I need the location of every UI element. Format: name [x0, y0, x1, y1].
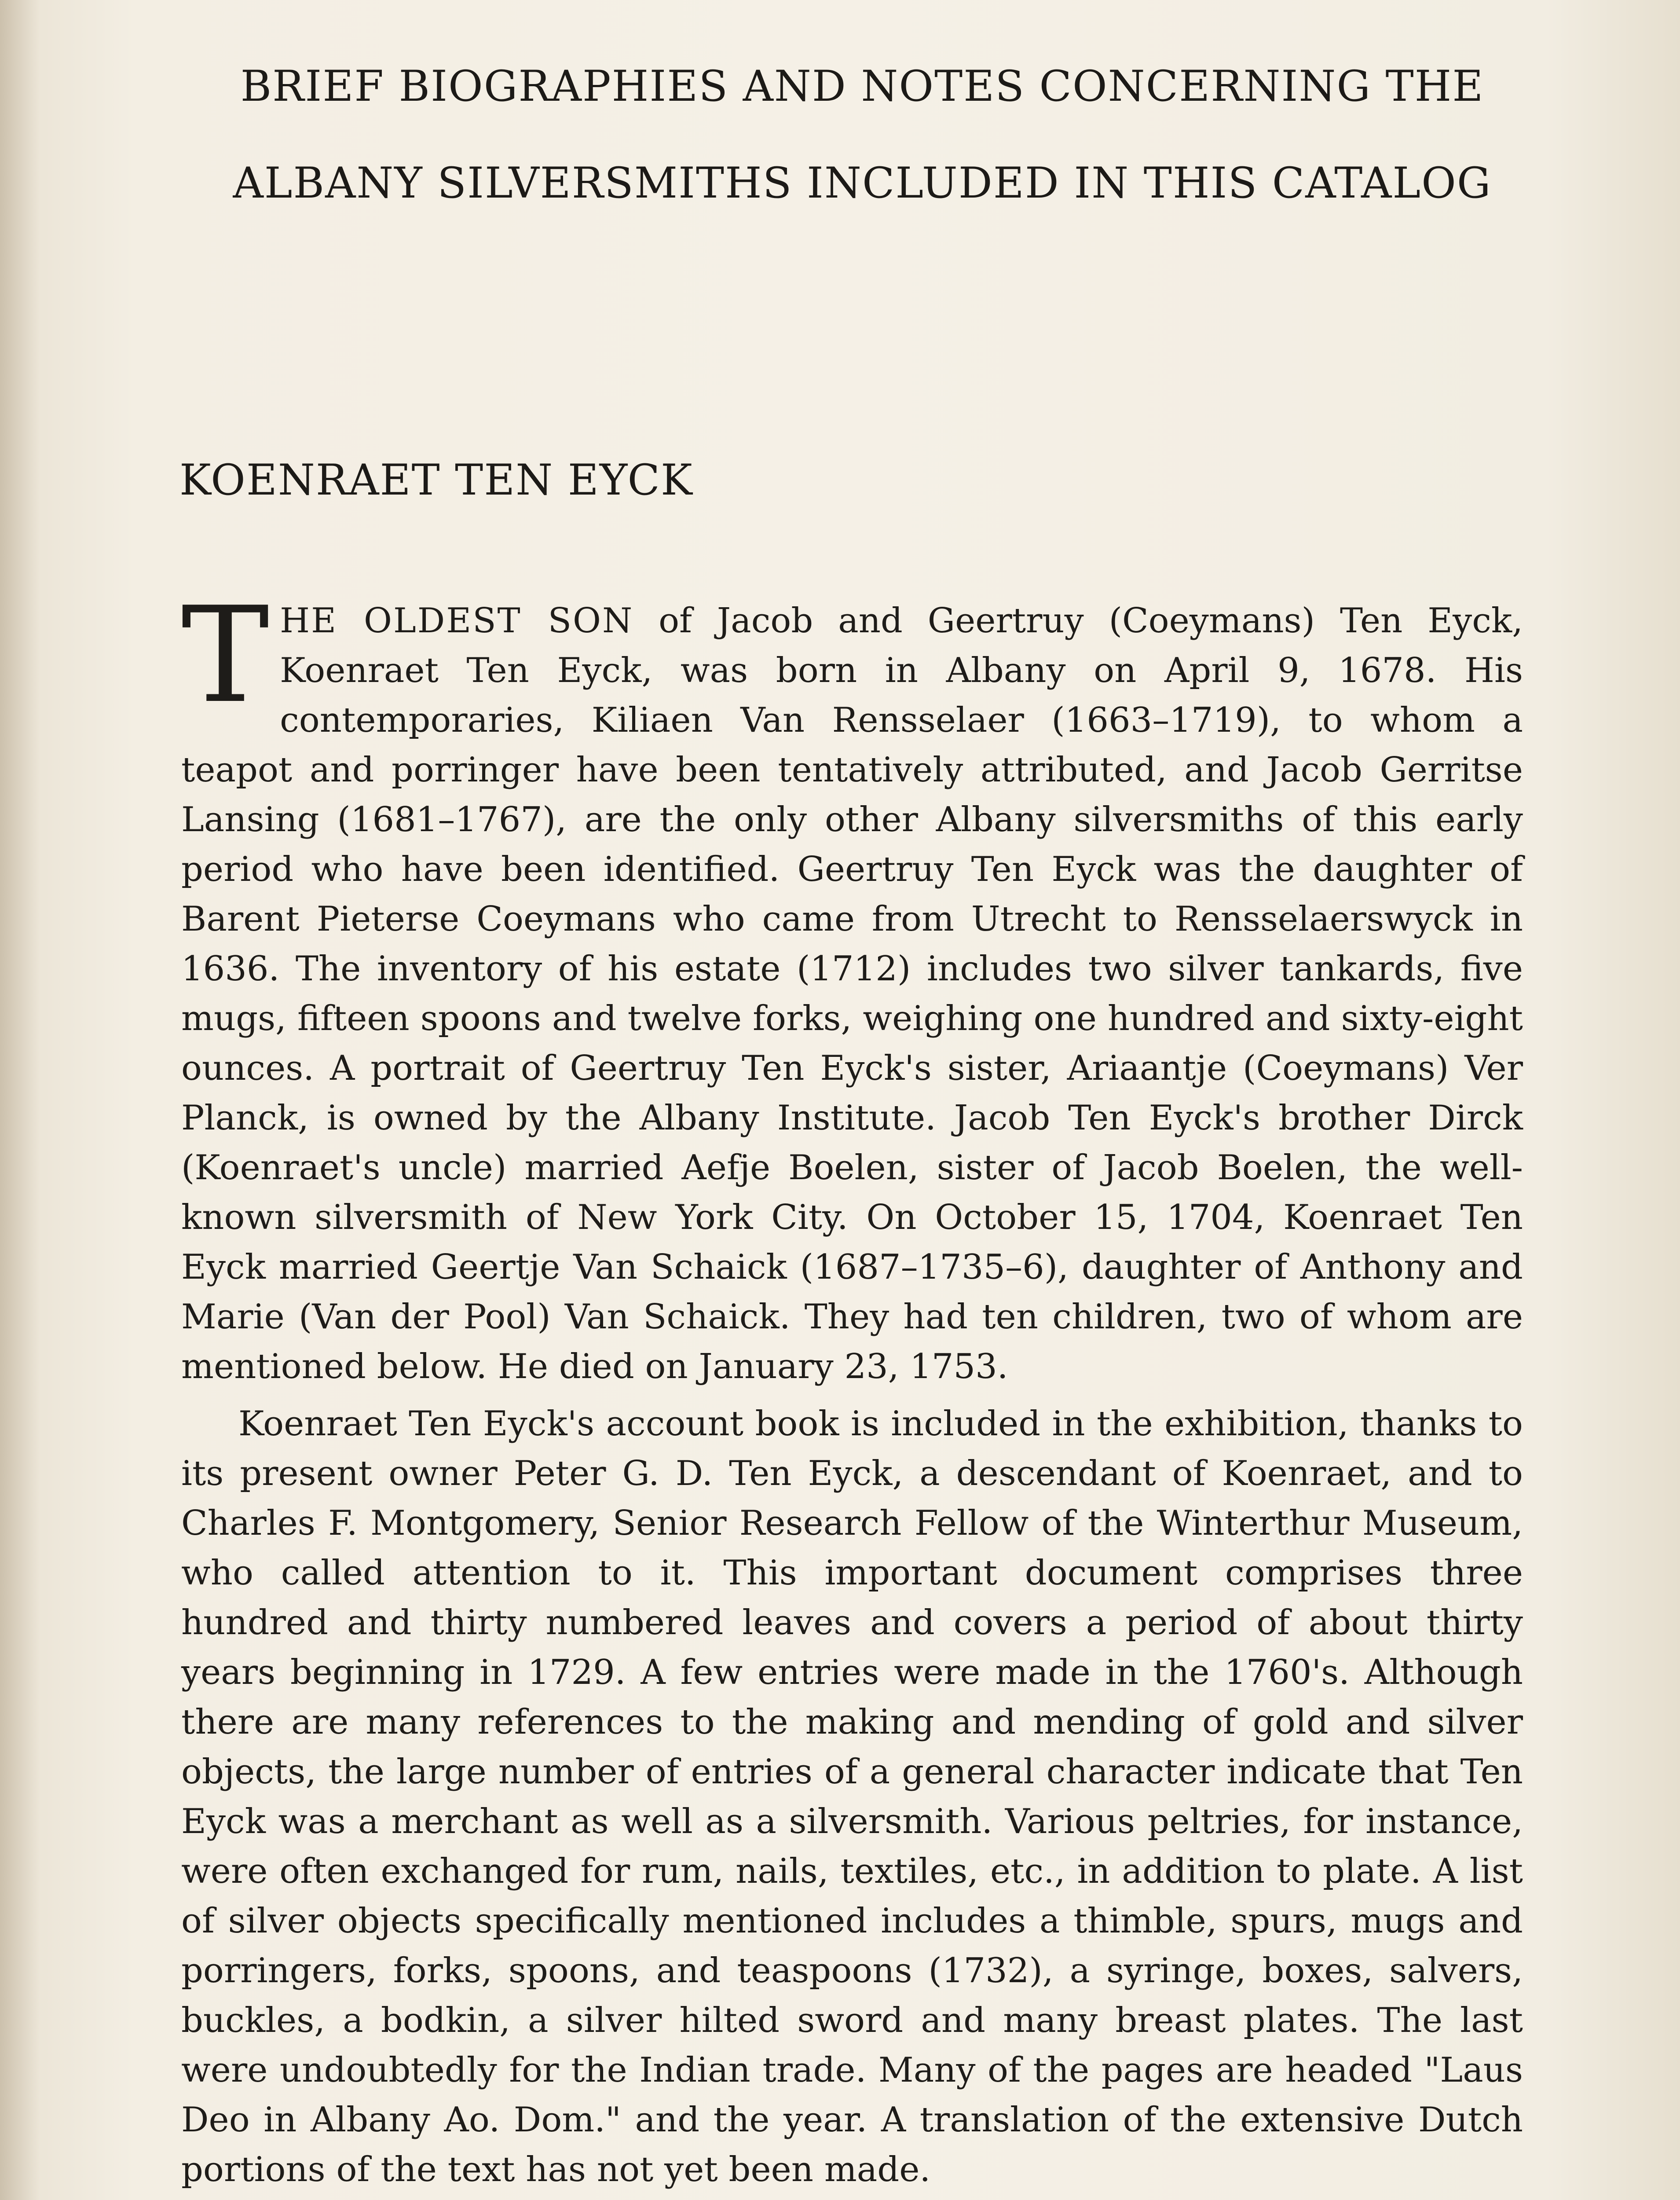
binding-shadow — [0, 0, 40, 2200]
heading-line-2: ALBANY SILVERSMITHS INCLUDED IN THIS CATALOG — [233, 158, 1492, 208]
paragraph-1-text: of Jacob and Geertruy (Coeymans) Ten Eyck, Koenraet Ten Eyck, was born in Albany on April 9, 1678. His contemporaries, Kiliaen Van Rensselaer (1663–1719), to whom a teapot and porringer have been tentatively attributed, and Jacob Gerritse Lansing (1681–1767), are the only other Albany silversmiths of this early period who have been identified. Geertruy Ten Eyck was the daughter of Barent Pieterse Coeymans who came from Utrecht to Rensselaerswyck in 1636. The inventory of his estate (1712) includes two silver tankards, five mugs, fifteen spoons and twelve forks, weighing one hundred and sixty-eight ounces. A portrait of Geertruy Ten Eyck's sister, Ariaantje (Coeymans) Ver Planck, is owned by the Albany Institute. Jacob Ten Eyck's brother Dirck (Koenraet's uncle) married Aefje Boelen, sister of Jacob Boelen, the well-known silversmith of New York City. On October 15, 1704, Koenraet Ten Eyck married Geertje Van Schaick (1687–1735–6), daughter of Anthony and Marie (Van der Pool) Van Schaick. They had ten children, two of whom are mentioned below. He died on January 23, 1753. — [181, 601, 1523, 1386]
paragraph-1 — [181, 579, 1523, 1392]
section-title: KOENRAET TEN EYCK — [179, 455, 693, 505]
paragraph-2: Koenraet Ten Eyck's account book is included in the exhibition, thanks to its present owner Peter G. D. Ten Eyck, a descendant of Koenraet, and to Charles F. Montgomery, Senior Research Fellow of the Winterthur Museum, who called attention to it. This important document comprises three hundred and thirty numbered leaves and covers a period of about thirty years beginning in 1729. A few entries were made in the 1760's. Although there are many references to the making and mending of gold and silver objects, the large number of entries of a general character indicate that Ten Eyck was a merchant as well as a silversmith. Various peltries, for instance, were often exchanged for rum, nails, textiles, etc., in addition to plate. A list of silver objects specifically mentioned includes a thimble, spurs, mugs and porringers, forks, spoons, and teaspoons (1732), a syringe, boxes, salvers, buckles, a bodkin, a silver hilted sword and many breast plates. The last were undoubtedly for the Indian trade. Many of the pages are headed "Laus Deo in Albany Ao. Dom." and the year. A translation of the extensive Dutch portions of the text has not yet been made. — [181, 1404, 1523, 2189]
paragraph-1-lead: HE OLDEST SON — [280, 601, 634, 641]
drop-cap: T — [181, 579, 270, 732]
heading-line-1: BRIEF BIOGRAPHIES AND NOTES CONCERNING THE — [240, 62, 1484, 111]
